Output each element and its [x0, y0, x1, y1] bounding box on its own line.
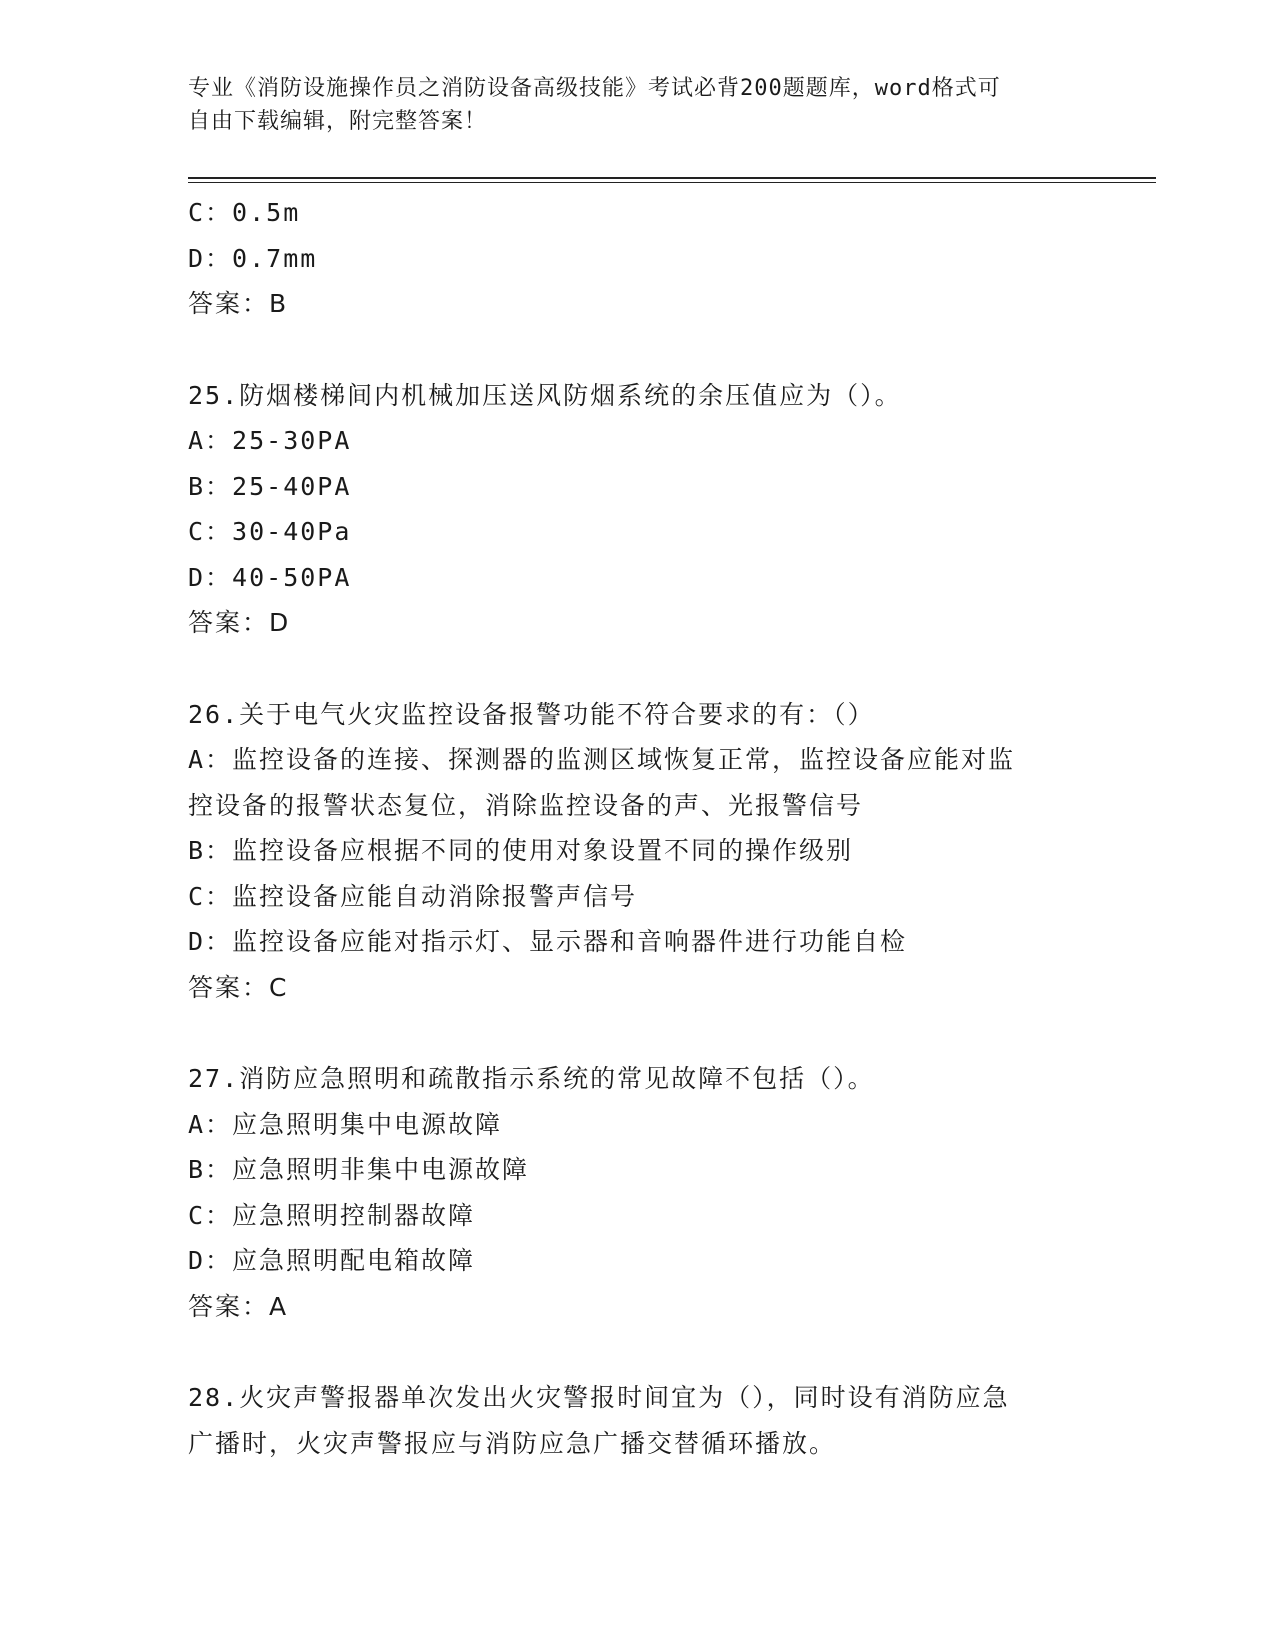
question-title: 26.关于电气火灾监控设备报警功能不符合要求的有：（） [188, 699, 875, 729]
question-25 [188, 373, 1088, 646]
spacer [188, 327, 1088, 373]
question-list [188, 190, 1088, 1466]
spacer [188, 1010, 1088, 1056]
question-27 [188, 1056, 1088, 1329]
option-c: C：监控设备应能自动消除报警声信号 [188, 881, 638, 911]
option-a: A：25-30PA [188, 426, 352, 455]
option-c: C：应急照明控制器故障 [188, 1200, 476, 1230]
option-b: B：应急照明非集中电源故障 [188, 1155, 530, 1184]
spacer [188, 1329, 1088, 1375]
question-title: 27.消防应急照明和疏散指示系统的常见故障不包括（）。 [188, 1064, 875, 1093]
option-a-line-2: 控设备的报警状态复位，消除监控设备的声、光报警信号 [188, 790, 864, 820]
answer-line: 答案：A [188, 1291, 289, 1321]
answer-line: 答案：D [188, 608, 291, 637]
header-divider-thick [188, 177, 1156, 179]
question-title-line-1: 28.火灾声警报器单次发出火灾警报时间宜为（），同时设有消防应急 [188, 1383, 1010, 1412]
option-d: D：应急照明配电箱故障 [188, 1246, 476, 1275]
option-c: C：0.5m [188, 198, 301, 227]
header-line-1: 专业《消防设施操作员之消防设备高级技能》考试必背200题题库，word格式可 [188, 76, 1001, 101]
option-b: B：监控设备应根据不同的使用对象设置不同的操作级别 [188, 836, 854, 865]
option-a-line-1: A：监控设备的连接、探测器的监测区域恢复正常，监控设备应能对监 [188, 745, 1016, 774]
question-title-line-2: 广播时，火灾声警报应与消防应急广播交替循环播放。 [188, 1428, 837, 1458]
header-divider-thin [188, 182, 1156, 183]
question-26 [188, 692, 1088, 1011]
option-a: A：应急照明集中电源故障 [188, 1109, 503, 1139]
spacer [188, 646, 1088, 692]
answer-line: 答案：C [188, 972, 289, 1002]
question-28 [188, 1375, 1088, 1466]
option-d: D：0.7mm [188, 243, 318, 273]
option-b: B：25-40PA [188, 471, 352, 501]
option-d: D：40-50PA [188, 562, 352, 592]
header-line-2: 自由下载编辑，附完整答案！ [188, 109, 488, 134]
document-header [188, 72, 1088, 138]
question-title: 25.防烟楼梯间内机械加压送风防烟系统的余压值应为（）。 [188, 380, 902, 410]
option-c: C：30-40Pa [188, 517, 352, 546]
option-d: D：监控设备应能对指示灯、显示器和音响器件进行功能自检 [188, 927, 908, 956]
answer-line: 答案：B [188, 289, 289, 318]
question-24-continued [188, 190, 1088, 327]
